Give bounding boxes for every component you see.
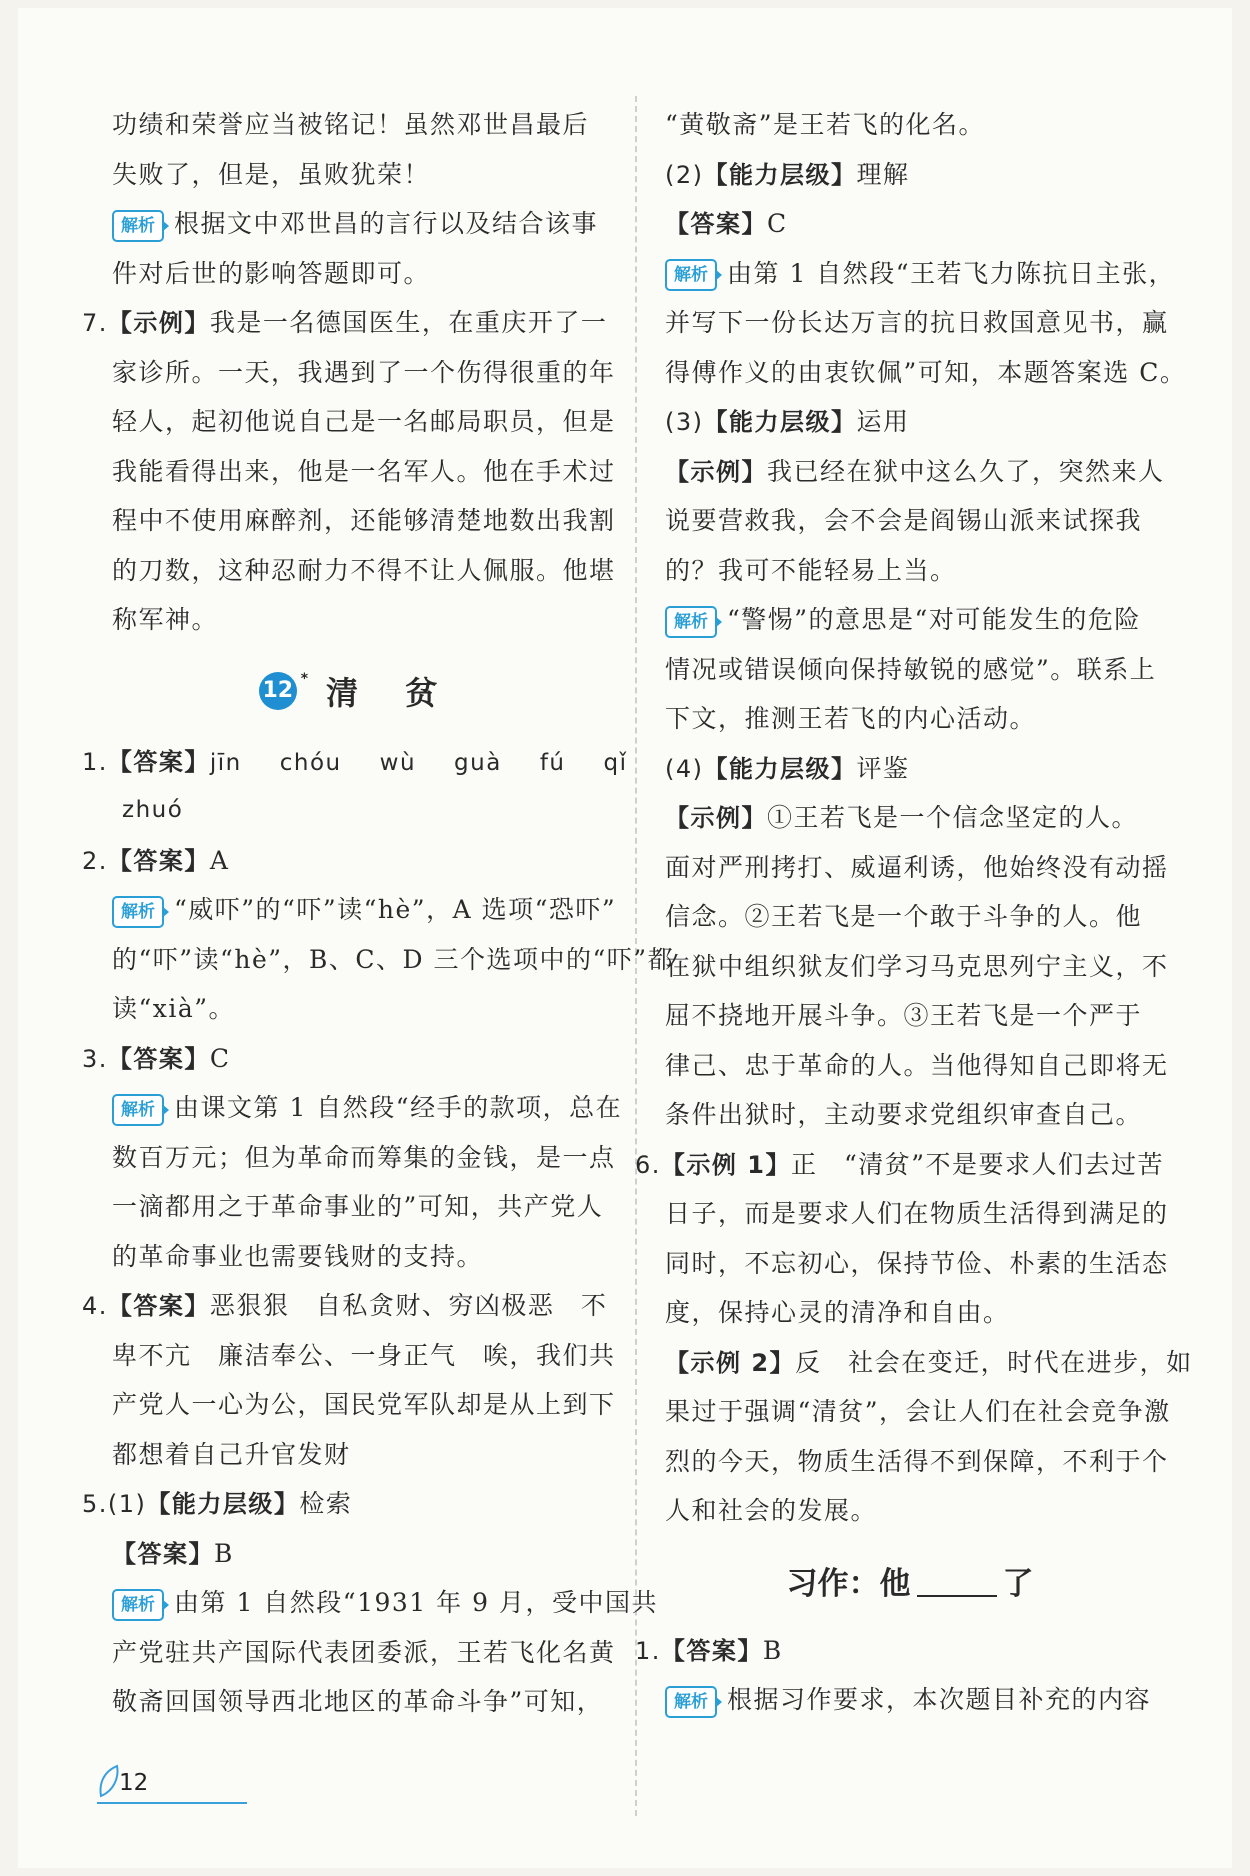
- text-line: 的？我可不能轻易上当。: [665, 555, 957, 585]
- answer-value: C: [209, 1043, 231, 1073]
- analysis-badge: 解析: [112, 1094, 164, 1126]
- text-line: 屈不挠地开展斗争。③王若飞是一个严于: [665, 1001, 1143, 1030]
- analysis-badge: 解析: [112, 896, 164, 928]
- text-line: 件对后世的影响答题即可。: [112, 258, 431, 288]
- text-line: 一滴都用之于革命事业的”可知，共产党人: [112, 1192, 604, 1221]
- right-column: [635, 100, 1193, 1725]
- example-tag: 【示例】: [665, 804, 767, 832]
- text-line: 面对严刑拷打、威逼利诱，他始终没有动摇: [665, 852, 1169, 882]
- question-5: [82, 1479, 602, 1529]
- example-line: [665, 793, 1155, 843]
- sub-question-4: [665, 744, 1155, 794]
- example-tag: 【示例】: [665, 457, 767, 486]
- text-line: 由第 1 自然段“王若飞力陈抗日主张，: [727, 258, 1176, 288]
- analysis-badge: 解析: [112, 1589, 164, 1621]
- lesson-star: *: [300, 670, 309, 687]
- text-line: 失败了，但是，虽败犹荣！: [112, 159, 431, 189]
- analysis-badge: 解析: [665, 259, 717, 291]
- text-line: 反 社会在变迁，时代在进步，如: [795, 1347, 1193, 1377]
- text-line: 数百万元；但为革命而筹集的金钱，是一点: [112, 1142, 616, 1172]
- analysis-line: [665, 249, 1176, 299]
- analysis-badge: 解析: [665, 1686, 717, 1718]
- analysis-line: [665, 595, 1155, 645]
- level-value: 运用: [856, 407, 910, 436]
- question-number: 7.: [82, 309, 108, 337]
- pinyin: zhuó: [122, 797, 184, 823]
- text-line: 称军神。: [112, 605, 219, 634]
- question-number: 4.: [82, 1292, 108, 1320]
- pinyin: jīn: [209, 749, 242, 776]
- text-line: 人和社会的发展。: [665, 1496, 878, 1525]
- page-number-footer: [97, 1762, 247, 1804]
- answer-tag: 【答案】: [107, 1292, 210, 1320]
- sub-question: (3): [665, 408, 704, 436]
- answer-line: [112, 1529, 602, 1579]
- text-line: 轻人，起初他说自己是一名邮局职员，但是: [112, 407, 616, 436]
- sub-question-2: [665, 150, 1155, 200]
- text-line: 的刀数，这种忍耐力不得不让人佩服。他堪: [112, 555, 616, 585]
- answer-value: C: [767, 209, 788, 238]
- level-tag: 【能力层级】: [703, 754, 857, 783]
- composition-question-1: [635, 1626, 1155, 1676]
- answer-value: B: [762, 1635, 783, 1665]
- question-number: 2.: [82, 846, 108, 875]
- analysis-badge: 解析: [112, 210, 164, 242]
- text-line: 情况或错误倾向保持敏锐的感觉”。联系上: [665, 654, 1157, 684]
- text-line: 产党人一心为公，国民党军队却是从上到下: [112, 1390, 616, 1419]
- text-line: 家诊所。一天，我遇到了一个伤得很重的年: [112, 357, 616, 387]
- text-line: 根据文中邓世昌的言行以及结合该事: [174, 209, 599, 238]
- question-2: [82, 836, 602, 886]
- answer-tag: 【答案】: [112, 1539, 214, 1568]
- text-line: 正 “清贫”不是要求人们去过苦: [790, 1149, 1165, 1179]
- text-line: 同时，不忘初心，保持节俭、朴素的生活态: [665, 1248, 1169, 1278]
- text-line: ①王若飞是一个信念坚定的人。: [767, 803, 1139, 832]
- pinyin: qǐ: [603, 749, 628, 776]
- text-line: 恶狠狠 自私贪财、穷凶极恶 不: [209, 1291, 608, 1320]
- question-7: [82, 298, 608, 348]
- analysis-line: [112, 1083, 623, 1133]
- text-line: 果过于强调“清贫”，会让人们在社会竞争激: [665, 1397, 1171, 1426]
- text-line: 条件出狱时，主动要求党组织审查自己。: [665, 1100, 1143, 1129]
- level-value: 检索: [299, 1489, 353, 1518]
- pinyin: chóu: [279, 749, 342, 776]
- text-line: 在狱中组织狱友们学习马克思列宁主义，不: [665, 951, 1169, 981]
- text-line: 产党驻共产国际代表团委派，王若飞化名黄: [112, 1637, 616, 1667]
- analysis-line: [112, 199, 602, 249]
- answer-tag: 【答案】: [660, 1636, 763, 1665]
- analysis-line: [112, 885, 617, 935]
- text-line: “警惕”的意思是“对可能发生的危险: [727, 605, 1141, 634]
- text-line: 由第 1 自然段“1931 年 9 月，受中国共: [174, 1588, 658, 1617]
- level-tag: 【能力层级】: [703, 160, 857, 189]
- text-line: 由课文第 1 自然段“经手的款项，总在: [174, 1093, 623, 1122]
- pinyin: fú: [539, 749, 566, 776]
- question-3: [82, 1034, 602, 1084]
- question-number: 3.: [82, 1044, 108, 1073]
- level-value: 评鉴: [856, 753, 910, 783]
- sub-question-3: [665, 397, 1155, 447]
- text-line: 律己、忠于革命的人。当他得知自己即将无: [665, 1050, 1169, 1080]
- text-line: 信念。②王若飞是一个敢于斗争的人。他: [665, 902, 1143, 931]
- composition-title: [665, 1536, 1155, 1626]
- question-4: [82, 1281, 608, 1331]
- text-line: 我已经在狱中这么久了，突然来人: [767, 456, 1165, 486]
- answer-value: A: [209, 845, 230, 875]
- answer-value: B: [214, 1538, 234, 1568]
- text-line: 说要营救我，会不会是阎锡山派来试探我: [665, 506, 1143, 535]
- sub-question: (1): [107, 1490, 147, 1518]
- question-6: [635, 1140, 1165, 1190]
- example-line: [665, 447, 1165, 497]
- page-number: 12: [119, 1770, 149, 1796]
- composition-title-b: 了: [1002, 1566, 1034, 1602]
- example-tag: 【示例】: [107, 309, 210, 337]
- question-number: 1.: [635, 1636, 661, 1665]
- text-line: 度，保持心灵的清净和自由。: [665, 1298, 1010, 1327]
- text-line: 读“xià”。: [112, 994, 236, 1023]
- text-line: 得傅作义的由衷钦佩”可知，本题答案选 C。: [665, 357, 1187, 387]
- answer-tag: 【答案】: [107, 1044, 210, 1073]
- lesson-title: [112, 645, 602, 737]
- sub-question: (2): [665, 160, 704, 189]
- answer-tag: 【答案】: [665, 210, 767, 238]
- question-number: 5.: [82, 1490, 108, 1518]
- left-column: [82, 100, 675, 1727]
- text-line: 我能看得出来，他是一名军人。他在手术过: [112, 456, 616, 486]
- text-line: 我是一名德国医生，在重庆开了一: [209, 308, 608, 337]
- level-tag: 【能力层级】: [703, 408, 857, 436]
- analysis-line: [112, 1578, 658, 1628]
- lesson-title-text: 清 贫: [326, 673, 456, 712]
- sub-question: (4): [665, 754, 704, 783]
- lesson-number-badge: 12: [259, 672, 297, 710]
- text-line: 烈的今天，物质生活得不到保障，不利于个: [665, 1446, 1169, 1476]
- text-line: 的“吓”读“hè”，B、C、D 三个选项中的“吓”都: [112, 944, 675, 974]
- composition-title-a: 习作：他: [786, 1566, 911, 1602]
- text-line: 功绩和荣誉应当被铭记！虽然邓世昌最后: [112, 110, 590, 139]
- text-line: 根据习作要求，本次题目补充的内容: [727, 1685, 1152, 1714]
- example-line: [665, 1338, 1193, 1388]
- example-tag: 【示例 2】: [665, 1348, 796, 1377]
- answer-line: [665, 199, 1155, 249]
- example-tag: 【示例 1】: [660, 1150, 791, 1179]
- question-number: 1.: [82, 747, 108, 776]
- analysis-line: [665, 1675, 1155, 1725]
- question-1: [82, 737, 628, 787]
- text-line: 下文，推测王若飞的内心活动。: [665, 704, 1037, 733]
- text-line: “黄敬斋”是王若飞的化名。: [665, 110, 986, 139]
- level-value: 理解: [856, 159, 910, 189]
- analysis-badge: 解析: [665, 606, 717, 638]
- level-tag: 【能力层级】: [146, 1490, 300, 1518]
- pinyin: wù: [379, 749, 417, 776]
- answer-tag: 【答案】: [107, 846, 210, 875]
- answer-tag: 【答案】: [107, 747, 210, 776]
- question-number: 6.: [635, 1150, 661, 1179]
- text-line: 都想着自己升官发财: [112, 1439, 351, 1469]
- text-line: 敬斋回国领导西北地区的革命斗争”可知，: [112, 1687, 604, 1716]
- text-line: “威吓”的“吓”读“hè”，A 选项“恐吓”: [174, 895, 617, 924]
- pinyin-answers: [210, 750, 628, 776]
- text-line: 的革命事业也需要钱财的支持。: [112, 1241, 484, 1271]
- text-line: 程中不使用麻醉剂，还能够清楚地数出我割: [112, 506, 616, 535]
- title-blank: [917, 1565, 997, 1597]
- text-line: 并写下一份长达万言的抗日救国意见书，赢: [665, 308, 1169, 337]
- text-line: 卑不亢 廉洁奉公、一身正气 唉，我们共: [112, 1340, 616, 1370]
- pinyin: guà: [454, 749, 502, 776]
- text-line: 日子，而是要求人们在物质生活得到满足的: [665, 1199, 1169, 1228]
